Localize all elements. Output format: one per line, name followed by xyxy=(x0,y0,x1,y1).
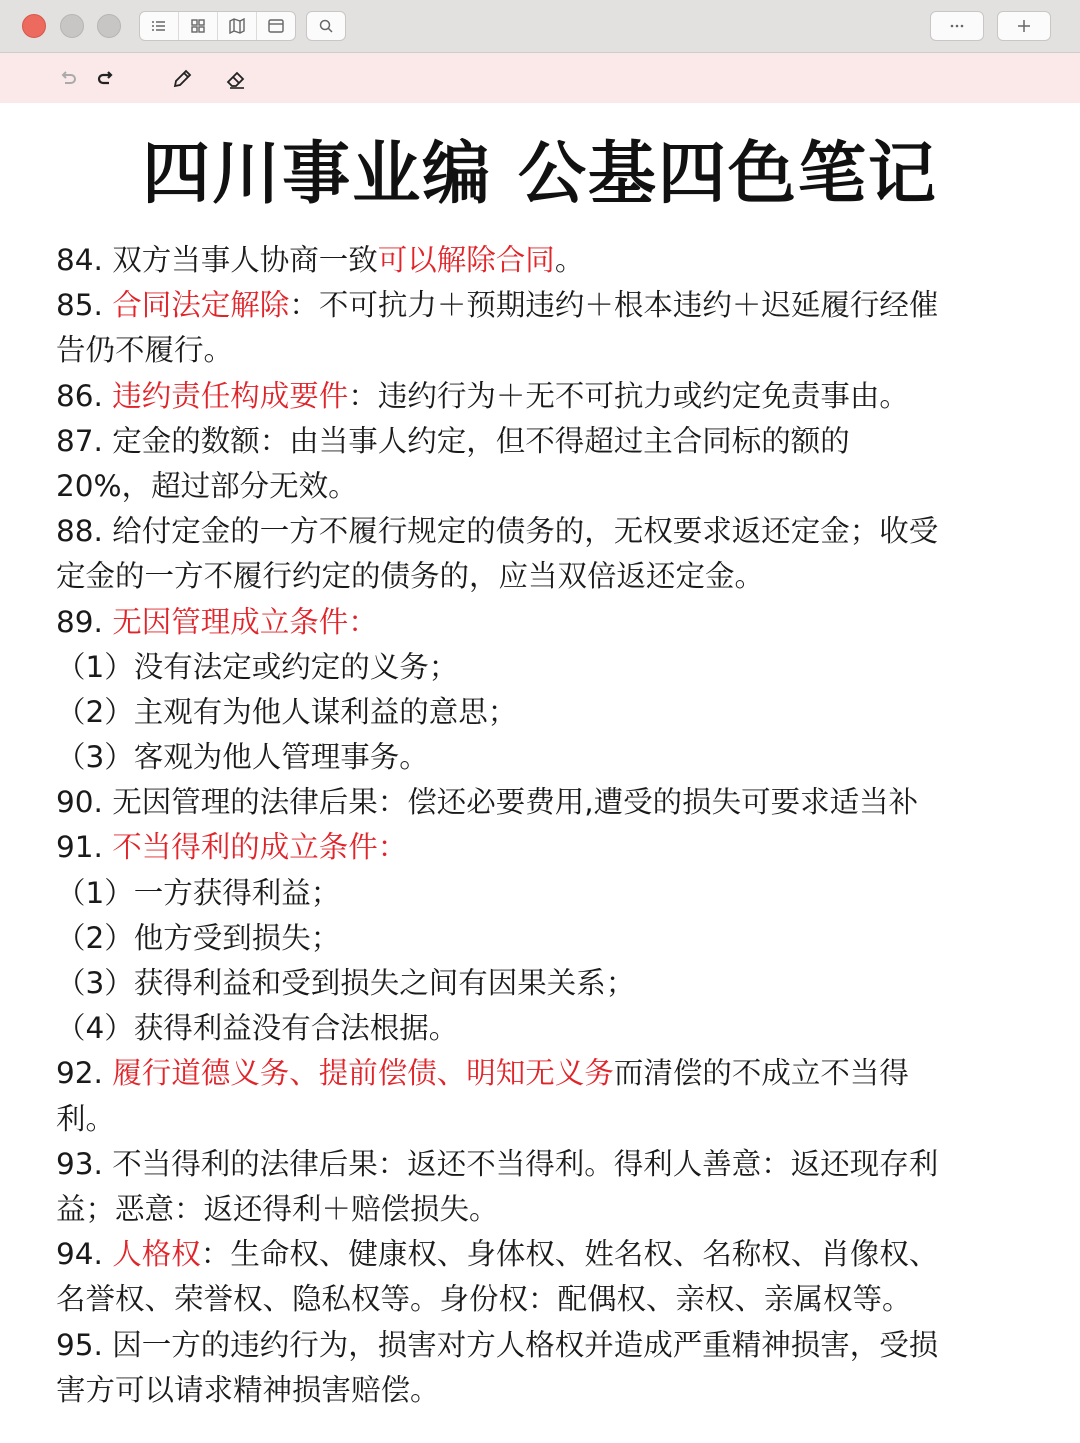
note-text: （3）客观为他人管理事务。 xyxy=(56,740,429,775)
note-line xyxy=(56,1097,1034,1142)
note-text: 92. xyxy=(56,1056,113,1091)
note-text: 。 xyxy=(554,243,585,277)
note-line xyxy=(56,1277,1034,1322)
note-text: 95. 因一方的违约行为，损害对方人格权并造成严重精神损害，受损 xyxy=(56,1327,939,1362)
note-text: 93. 不当得利的法律后果：返还不当得利。得利人善意：返还现存利 xyxy=(56,1146,939,1181)
note-text: 告仍不履行。 xyxy=(56,333,234,368)
note-text: （1）一方获得利益； xyxy=(56,875,341,910)
map-view-button[interactable] xyxy=(218,12,257,40)
highlighted-text: 违约责任构成要件 xyxy=(112,378,349,413)
note-title: 四川事业编 公基四色笔记 xyxy=(142,135,938,214)
note-text: 84. 双方当事人协商一致 xyxy=(56,243,378,277)
map-icon xyxy=(228,17,246,35)
note-line xyxy=(56,1051,1034,1096)
grid-view-button[interactable] xyxy=(179,12,218,40)
note-text: 91. xyxy=(56,830,113,865)
pencil-tool-button[interactable] xyxy=(168,65,196,93)
note-line xyxy=(56,554,1034,599)
note-line xyxy=(56,509,1034,554)
minimize-window-button[interactable] xyxy=(60,14,84,38)
close-window-button[interactable] xyxy=(22,14,46,38)
note-text: ：不可抗力＋预期违约＋根本违约＋迟延履行经催 xyxy=(289,288,939,323)
note-line xyxy=(56,1368,1034,1413)
note-line xyxy=(56,1232,1034,1277)
note-line xyxy=(56,780,1034,825)
note-text: ：违约行为＋无不可抗力或约定免责事由。 xyxy=(348,378,909,413)
note-text: （4）获得利益没有合法根据。 xyxy=(56,1011,459,1046)
note-line xyxy=(56,871,1034,916)
undo-button[interactable] xyxy=(54,65,82,93)
more-button[interactable] xyxy=(930,11,984,41)
note-line xyxy=(56,464,1034,509)
note-text: 86. xyxy=(56,378,113,413)
undo-icon xyxy=(57,68,79,90)
new-note-button[interactable] xyxy=(997,11,1051,41)
note-text: 利。 xyxy=(56,1101,116,1136)
note-text: 而清偿的不成立不当得 xyxy=(613,1056,909,1091)
highlighted-text: 人格权 xyxy=(112,1237,201,1272)
note-text: ：生命权、健康权、身体权、姓名权、名称权、肖像权、 xyxy=(200,1237,939,1272)
note-text: 89. xyxy=(56,604,113,639)
note-line xyxy=(56,825,1034,870)
note-line xyxy=(56,961,1034,1006)
note-line xyxy=(56,374,1034,419)
note-line xyxy=(56,283,1034,328)
note-line xyxy=(56,1187,1034,1232)
grid-icon xyxy=(189,17,207,35)
note-line xyxy=(56,1006,1034,1051)
note-line xyxy=(56,238,1034,283)
note-text: 定金的一方不履行约定的债务的，应当双倍返还定金。 xyxy=(56,559,765,594)
eraser-icon xyxy=(224,67,248,91)
window-view-button[interactable] xyxy=(257,12,295,40)
note-text: 90. 无因管理的法律后果：偿还必要费用,遭受的损失可要求适当补 xyxy=(56,785,919,820)
edit-toolbar xyxy=(0,53,1080,103)
window-icon xyxy=(267,17,285,35)
window-titlebar xyxy=(0,0,1080,53)
note-text: 87. 定金的数额：由当事人约定，但不得超过主合同标的额的 xyxy=(56,423,850,458)
note-line xyxy=(56,1142,1034,1187)
view-mode-segmented-control xyxy=(139,11,296,41)
note-text: （1）没有法定或约定的义务； xyxy=(56,649,459,684)
note-line xyxy=(56,690,1034,735)
highlighted-text: 履行道德义务、提前偿债、明知无义务 xyxy=(112,1056,614,1091)
note-line xyxy=(56,645,1034,690)
note-text: 益；恶意：返还得利＋赔偿损失。 xyxy=(56,1191,499,1226)
note-text: 名誉权、荣誉权、隐私权等。身份权：配偶权、亲权、亲属权等。 xyxy=(56,1282,912,1317)
pencil-icon xyxy=(170,67,194,91)
plus-icon xyxy=(1015,17,1033,35)
eraser-tool-button[interactable] xyxy=(222,65,250,93)
note-text: 85. xyxy=(56,288,113,323)
highlighted-text: 不当得利的成立条件： xyxy=(112,830,408,865)
search-button[interactable] xyxy=(307,12,345,40)
note-text: （2）主观有为他人谋利益的意思； xyxy=(56,694,518,729)
more-icon xyxy=(948,17,966,35)
note-line xyxy=(56,419,1034,464)
redo-button[interactable] xyxy=(92,65,120,93)
list-icon xyxy=(150,17,168,35)
redo-icon xyxy=(95,68,117,90)
search-control xyxy=(306,11,346,41)
note-body[interactable] xyxy=(56,238,1034,1413)
note-text: 20%，超过部分无效。 xyxy=(56,468,358,503)
note-text: （2）他方受到损失； xyxy=(56,920,341,955)
note-line xyxy=(56,328,1034,373)
note-line xyxy=(56,735,1034,780)
zoom-window-button[interactable] xyxy=(97,14,121,38)
note-text: 88. 给付定金的一方不履行规定的债务的，无权要求返还定金；收受 xyxy=(56,514,939,549)
note-line xyxy=(56,600,1034,645)
highlighted-text: 无因管理成立条件： xyxy=(112,604,378,639)
list-view-button[interactable] xyxy=(140,12,179,40)
note-line xyxy=(56,1323,1034,1368)
note-text: （3）获得利益和受到损失之间有因果关系； xyxy=(56,966,636,1000)
note-text: 94. xyxy=(56,1237,113,1272)
highlighted-text: 合同法定解除 xyxy=(112,288,290,323)
highlighted-text: 可以解除合同 xyxy=(377,243,555,277)
search-icon xyxy=(317,17,335,35)
note-text: 害方可以请求精神损害赔偿。 xyxy=(56,1372,440,1407)
note-line xyxy=(56,916,1034,961)
